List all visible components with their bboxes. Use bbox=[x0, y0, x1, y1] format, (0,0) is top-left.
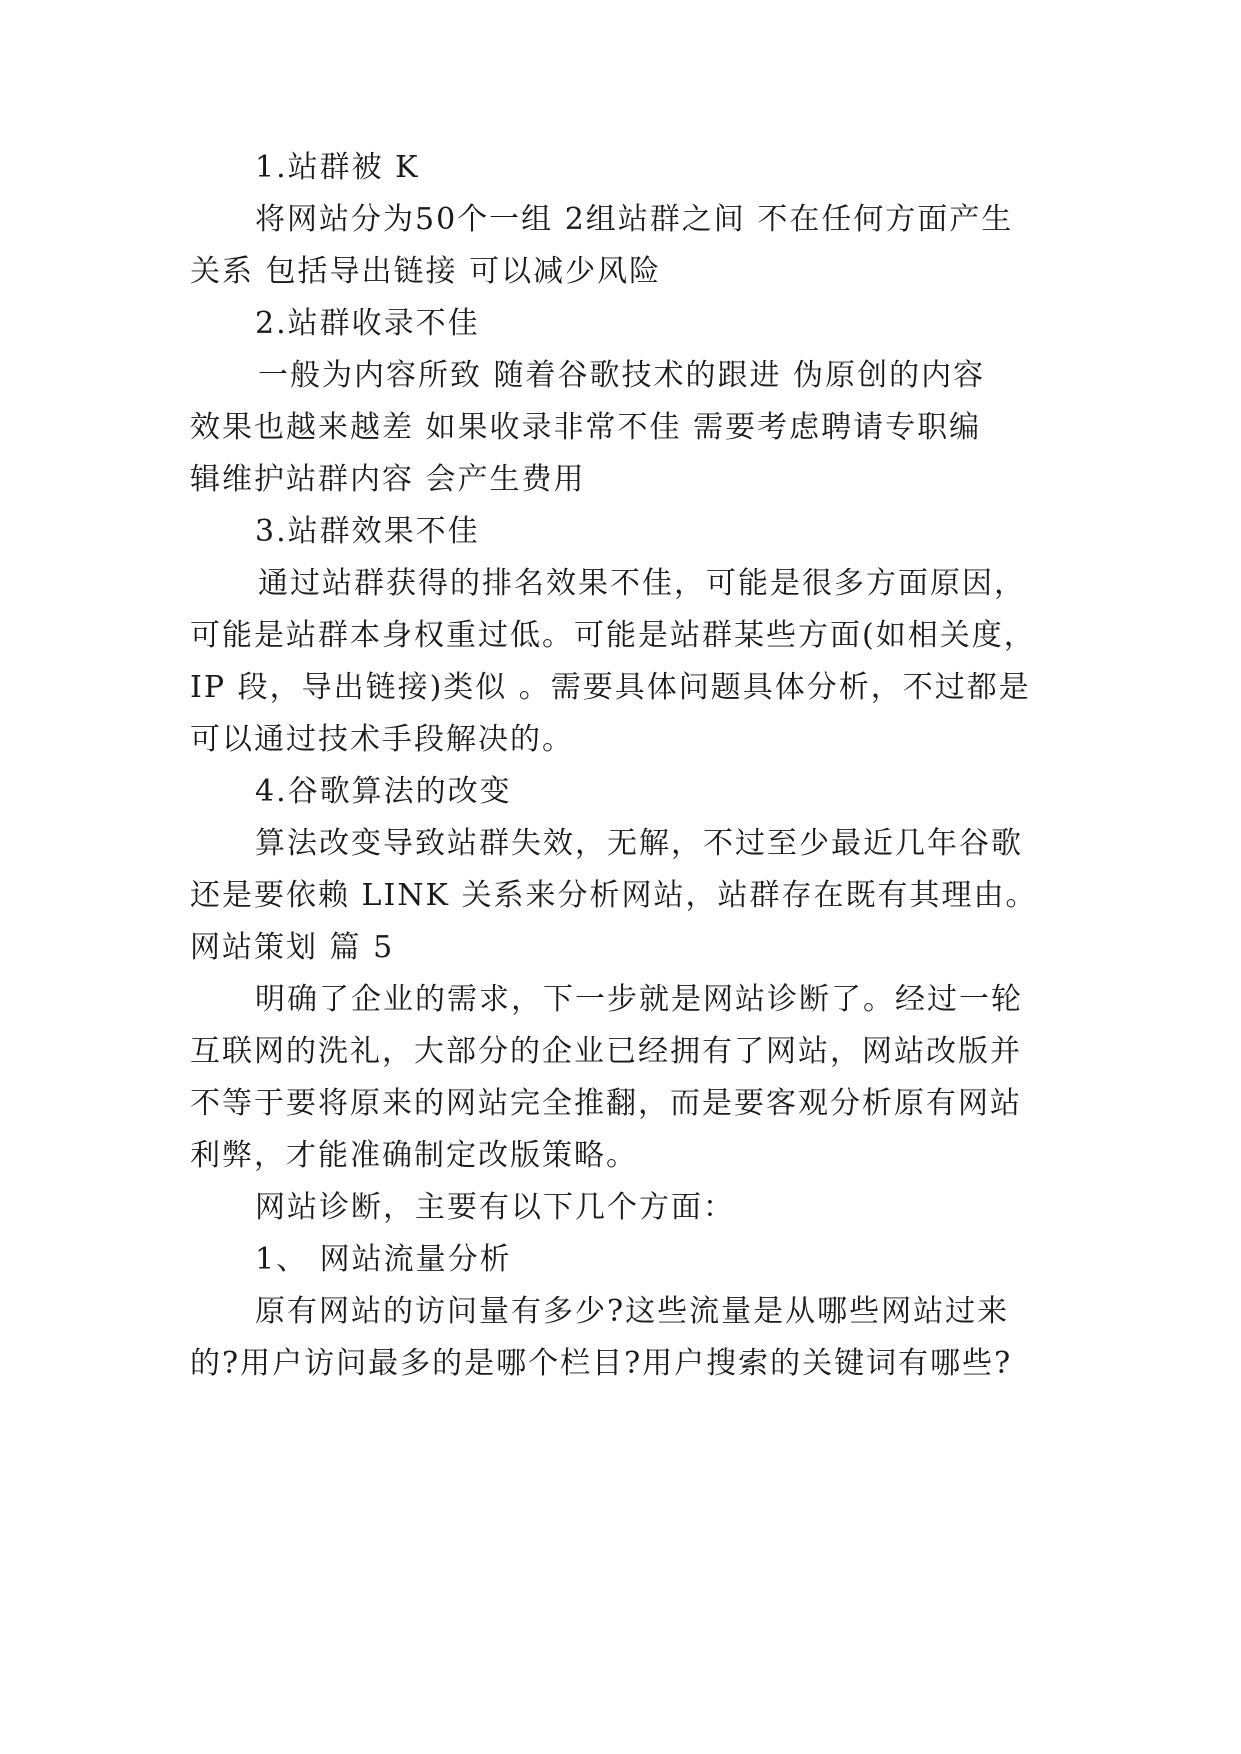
paragraph-line: 通过站群获得的排名效果不佳，可能是很多方面原因， bbox=[258, 566, 1026, 601]
paragraph-line: 可以通过技术手段解决的。 bbox=[190, 722, 574, 757]
paragraph-line: 关系 包括导出链接 可以减少风险 bbox=[190, 254, 662, 289]
paragraph-line: 的?用户访问最多的是哪个栏目?用户搜索的关键词有哪些? bbox=[190, 1346, 1013, 1381]
paragraph-line: 还是要依赖 LINK 关系来分析网站，站群存在既有其理由。 bbox=[190, 878, 1038, 913]
paragraph-line: 将网站分为50个一组 2组站群之间 不在任何方面产生 bbox=[255, 202, 1014, 237]
paragraph-line: 算法改变导致站群失效，无解，不过至少最近几年谷歌 bbox=[255, 826, 1023, 861]
paragraph-line: 利弊，才能准确制定改版策略。 bbox=[190, 1138, 638, 1173]
section-title: 网站策划 篇 5 bbox=[190, 930, 395, 965]
paragraph-line: IP 段，导出链接)类似 。需要具体问题具体分析，不过都是 bbox=[190, 670, 1031, 705]
heading-2: 2.站群收录不佳 bbox=[255, 306, 480, 341]
heading-3: 3.站群效果不佳 bbox=[255, 514, 480, 549]
heading-1: 1.站群被 K bbox=[255, 150, 420, 185]
paragraph-line: 效果也越来越差 如果收录非常不佳 需要考虑聘请专职编 bbox=[190, 410, 982, 445]
paragraph-line: 可能是站群本身权重过低。可能是站群某些方面(如相关度， bbox=[190, 618, 1036, 653]
list-item-heading: 1、 网站流量分析 bbox=[255, 1242, 512, 1277]
heading-4: 4.谷歌算法的改变 bbox=[255, 774, 512, 809]
paragraph-line: 互联网的洗礼，大部分的企业已经拥有了网站，网站改版并 bbox=[190, 1034, 1022, 1069]
paragraph-line: 明确了企业的需求，下一步就是网站诊断了。经过一轮 bbox=[255, 982, 1023, 1017]
paragraph-line: 原有网站的访问量有多少?这些流量是从哪些网站过来 bbox=[255, 1294, 1010, 1329]
paragraph-line: 辑维护站群内容 会产生费用 bbox=[190, 462, 586, 497]
paragraph-line: 一般为内容所致 随着谷歌技术的跟进 伪原创的内容 bbox=[258, 358, 986, 393]
paragraph-line: 不等于要将原来的网站完全推翻，而是要客观分析原有网站 bbox=[190, 1086, 1022, 1121]
paragraph-line: 网站诊断，主要有以下几个方面： bbox=[255, 1190, 735, 1225]
